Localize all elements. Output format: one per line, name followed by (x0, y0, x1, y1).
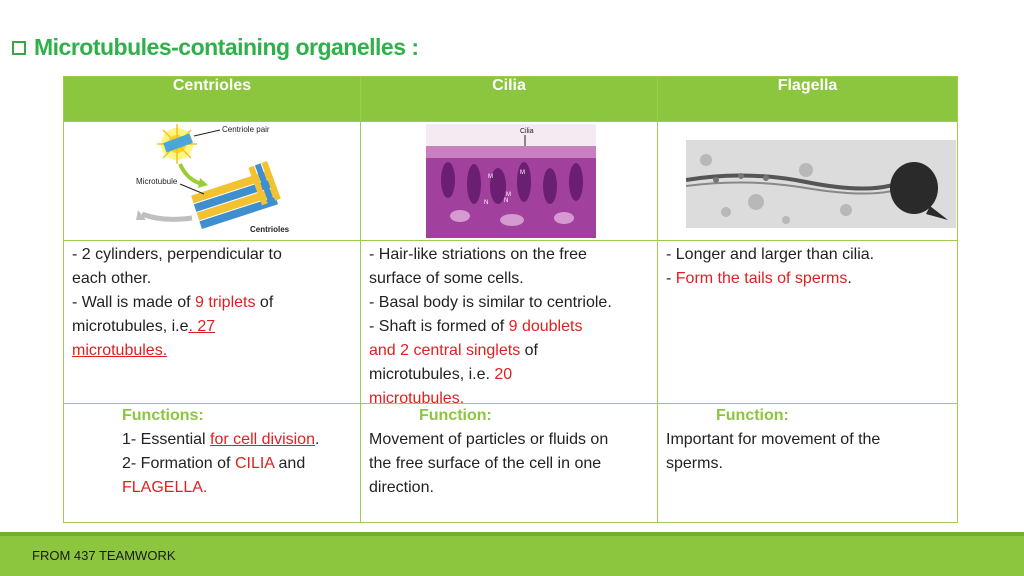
centrioles-line-1: - 2 cylinders, perpendicular to (72, 246, 282, 263)
centrioles-line-4: microtubules, i.e. 27 (72, 318, 216, 335)
centrioles-line-5: microtubules. (72, 342, 168, 359)
flagella-image-cell (658, 122, 958, 241)
label-microtubule: Microtubule (136, 177, 178, 186)
header-row (64, 77, 958, 122)
flagella-function-line-2: sperms. (666, 455, 723, 472)
header-cilia: Cilia (361, 77, 658, 122)
checkbox-bullet-icon (12, 41, 26, 55)
flagella-line-1: - Longer and larger than cilia. (666, 246, 875, 263)
header-centrioles: Centrioles (64, 77, 361, 122)
sperm-micrograph (686, 140, 956, 228)
label-m1: M (488, 174, 493, 180)
image-row (64, 122, 958, 241)
centrioles-line-3: - Wall is made of 9 triplets of (72, 294, 274, 311)
label-centrioles: Centrioles (250, 225, 290, 234)
cilia-function-line-3: direction. (369, 479, 434, 496)
flagella-function-title: Function: (716, 407, 789, 424)
title-text: Microtubules-containing organelles : (34, 34, 419, 60)
label-cilia: Cilia (520, 128, 534, 135)
cilia-function-line-1: Movement of particles or fluids on (369, 431, 609, 448)
cilia-image-cell (361, 122, 658, 241)
footer-text: FROM 437 TEAMWORK (32, 548, 176, 563)
cilia-line-3: - Basal body is similar to centriole. (369, 294, 612, 311)
label-m3: M (506, 192, 511, 198)
structure-row (64, 241, 958, 404)
label-n2: N (504, 198, 509, 204)
centrioles-image-cell (64, 122, 361, 241)
centrioles-function-line-3: FLAGELLA. (122, 479, 208, 496)
centrioles-line-2: each other. (72, 270, 152, 287)
centrioles-function-cell (64, 404, 361, 523)
flagella-function-line-1: Important for movement of the (666, 431, 881, 448)
function-row (64, 404, 958, 523)
cilia-micrograph (426, 124, 596, 238)
cilia-function-line-2: the free surface of the cell in one (369, 455, 602, 472)
centrioles-function-line-2: 2- Formation of CILIA and (122, 455, 306, 472)
centrioles-function-title: Functions: (122, 407, 204, 424)
cilia-structure-cell (361, 241, 658, 407)
label-centriole-pair: Centriole pair (222, 125, 270, 134)
cilia-line-7: microtubules. (369, 390, 465, 407)
footer-stripe (0, 532, 1024, 536)
flagella-function-cell (658, 404, 958, 523)
cilia-line-6: microtubules, i.e. 20 (369, 366, 513, 383)
label-n1: N (484, 200, 489, 206)
cilia-line-5: and 2 central singlets of (369, 342, 538, 359)
flagella-structure-cell (658, 241, 958, 404)
cilia-function-title: Function: (419, 407, 492, 424)
centrioles-function-line-1: 1- Essential for cell division. (122, 431, 320, 448)
centriole-diagram (132, 122, 322, 240)
label-m2: M (520, 170, 525, 176)
cilia-line-4: - Shaft is formed of 9 doublets (369, 318, 583, 335)
organelles-table (63, 76, 958, 523)
header-flagella: Flagella (658, 77, 958, 122)
flagella-line-2: - Form the tails of sperms. (666, 270, 852, 287)
cilia-function-cell (361, 404, 658, 523)
centrioles-structure-cell (64, 241, 361, 404)
cilia-line-2: surface of some cells. (369, 270, 524, 287)
cilia-line-1: - Hair-like striations on the free (369, 246, 587, 263)
page-title (12, 34, 419, 61)
